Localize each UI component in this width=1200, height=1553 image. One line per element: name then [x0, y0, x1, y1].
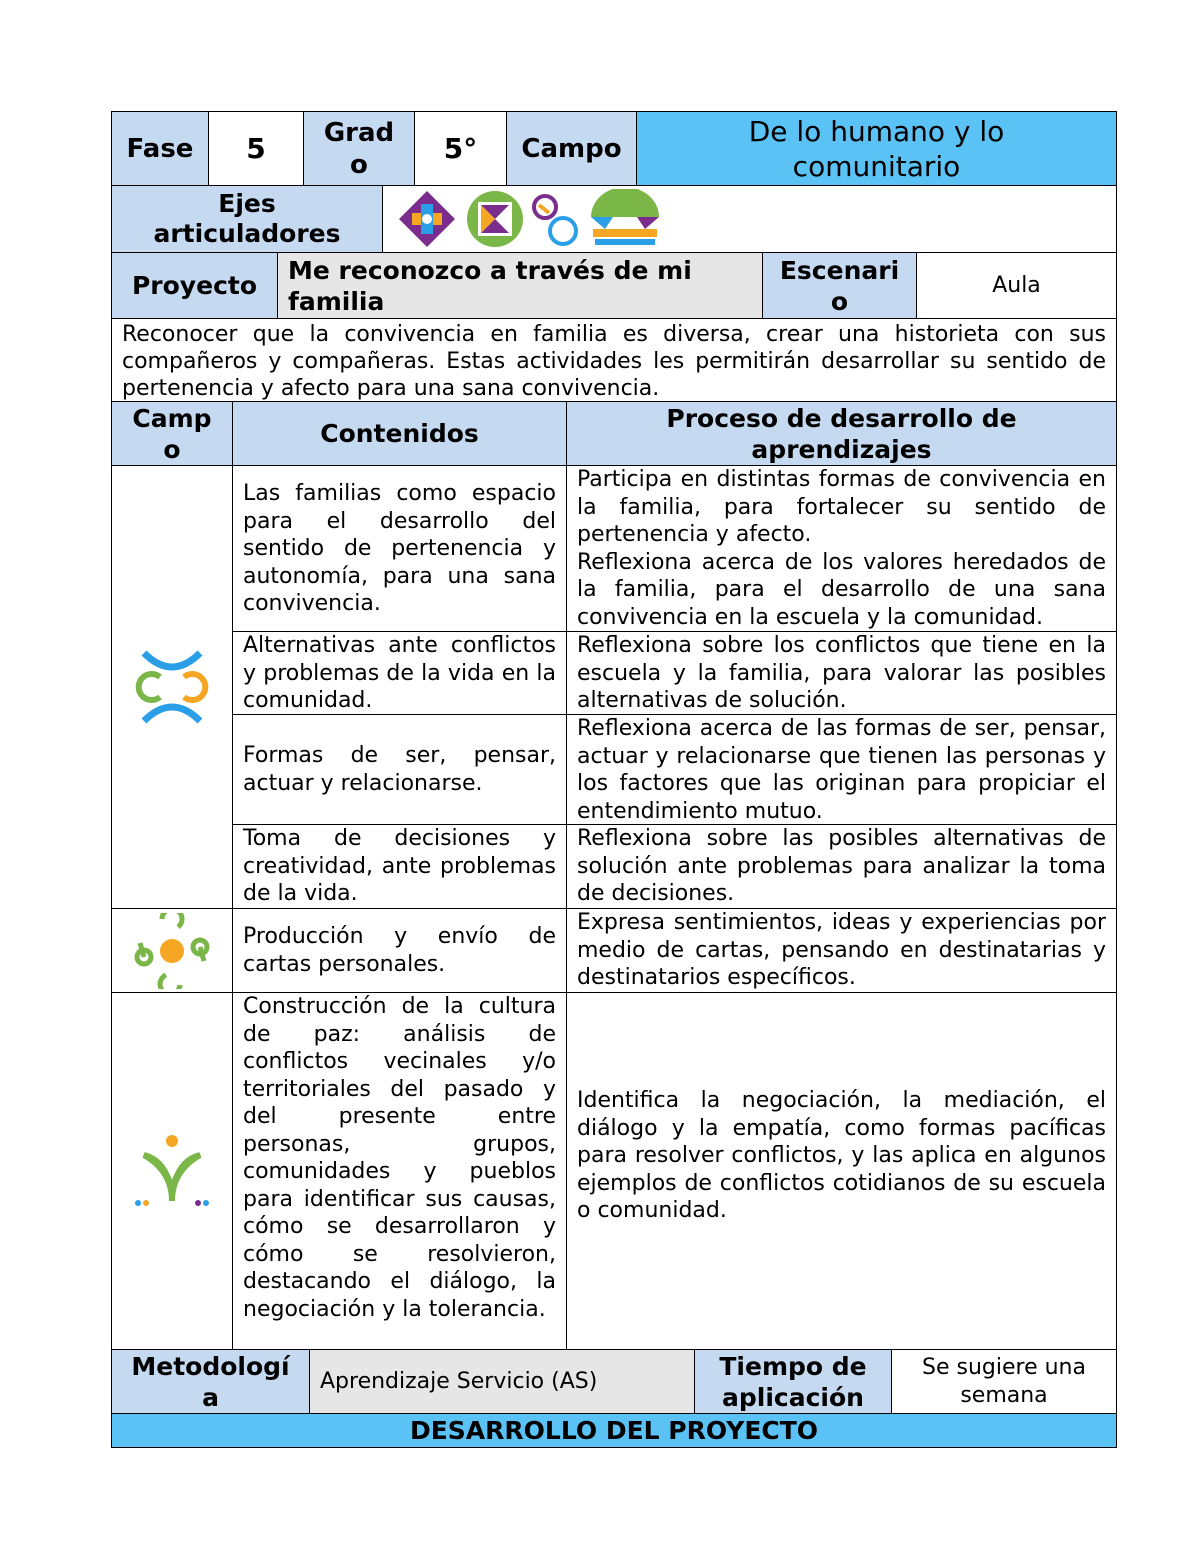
proceso-cell	[566, 992, 1117, 1350]
lenguajes-icon	[132, 913, 212, 989]
ejes-row	[111, 185, 1117, 253]
ejes-icons-svg	[391, 189, 671, 249]
campo-icon-cell	[111, 908, 233, 993]
fase-value: 5	[208, 111, 304, 186]
ejes-label: Ejes articuladores	[111, 185, 383, 253]
metodologia-row	[111, 1349, 1117, 1414]
escenario-label: Escenari o	[762, 252, 917, 319]
proceso-column-header: Proceso de desarrollo de aprendizajes	[566, 401, 1117, 466]
campo-icon-cell	[111, 992, 233, 1350]
grado-value: 5°	[414, 111, 507, 186]
contenido-cell: Producción y envío de cartas personales.	[232, 908, 567, 993]
proceso-text: Identifica la negociación, la mediación, el diálogo y la empatía, como formas pacíficas para resolver conflictos, y las aplica en algunos ejemplos de conflictos cotidianos de su escuela o comunidad.	[577, 1088, 1106, 1224]
proceso-cell: Reflexiona acerca de las formas de ser, pensar, actuar y relacionarse que tienen las personas y los factores que las originan para propiciar el entendimiento mutuo.	[566, 714, 1117, 825]
tiempo-label: Tiempo de aplicación	[694, 1349, 892, 1414]
campo-label: Campo	[506, 111, 637, 186]
descripcion-row	[111, 318, 1117, 402]
proceso-cell: Expresa sentimientos, ideas y experiencias por medio de cartas, pensando en destinatarias y destinatarios específicos.	[566, 908, 1117, 993]
inclusion-icon	[399, 191, 455, 247]
campo-value: De lo humano y lo comunitario	[636, 111, 1117, 186]
igualdad-genero-icon	[534, 196, 576, 244]
contenido-cell: Alternativas ante conflictos y problemas de la vida en la comunidad.	[232, 631, 567, 715]
tiempo-value: Se sugiere una semana	[891, 1349, 1117, 1414]
proceso-cell: Reflexiona sobre los conflictos que tiene en la escuela y la familia, para valorar las posibles alternativas de solución.	[566, 631, 1117, 715]
lectura-escritura-icon	[591, 189, 659, 245]
proyecto-row	[111, 252, 1117, 319]
ejes-icons	[382, 185, 1117, 253]
contenido-cell: Las familias como espacio para el desarrollo del sentido de pertenencia y autonomía, para una sana convivencia.	[232, 465, 567, 632]
interculturalidad-icon	[467, 191, 523, 247]
contenidos-column-header: Contenidos	[232, 401, 567, 466]
metodologia-label: Metodologí a	[111, 1349, 310, 1414]
grado-label: Grad o	[303, 111, 415, 186]
metodologia-value: Aprendizaje Servicio (AS)	[309, 1349, 695, 1414]
vida-saludable-icon	[132, 647, 212, 727]
campo-icon-cell	[111, 465, 233, 909]
proyecto-label: Proyecto	[111, 252, 278, 319]
table-header-row	[111, 401, 1117, 466]
header-row	[111, 111, 1117, 186]
campo-column-header: Camp o	[111, 401, 233, 466]
escenario-value: Aula	[916, 252, 1117, 319]
pensamiento-critico-icon	[132, 1131, 212, 1211]
contenido-cell: Formas de ser, pensar, actuar y relacionarse.	[232, 714, 567, 825]
proceso-cell: Participa en distintas formas de convivencia en la familia, para fortalecer su sentido de pertenencia y afecto. Reflexiona acerca de los valores heredados de la familia, para el desarrollo de una sana convivencia en la escuela y la comunidad.	[566, 465, 1117, 632]
proceso-cell: Reflexiona sobre las posibles alternativas de solución ante problemas para analizar la toma de decisiones.	[566, 824, 1117, 909]
desarrollo-title: DESARROLLO DEL PROYECTO	[111, 1413, 1117, 1448]
fase-label: Fase	[111, 111, 209, 186]
contenido-cell: Toma de decisiones y creatividad, ante problemas de la vida.	[232, 824, 567, 909]
descripcion-text: Reconocer que la convivencia en familia es diversa, crear una historieta con sus compañeros y compañeras. Estas actividades les permitirán desarrollar su sentido de pertenencia y afecto para una sana convivencia.	[111, 318, 1117, 402]
proyecto-value: Me reconozco a través de mi familia	[277, 252, 763, 319]
desarrollo-row	[111, 1413, 1117, 1448]
contenido-cell: Construcción de la cultura de paz: análisis de conflictos vecinales y/o territoriales del pasado y del presente entre personas, grupos, comunidades y pueblos para identificar sus causas, cómo se desarrollaron y cómo se resolvieron, destacando el diálogo, la negociación y la tolerancia.	[232, 992, 567, 1350]
